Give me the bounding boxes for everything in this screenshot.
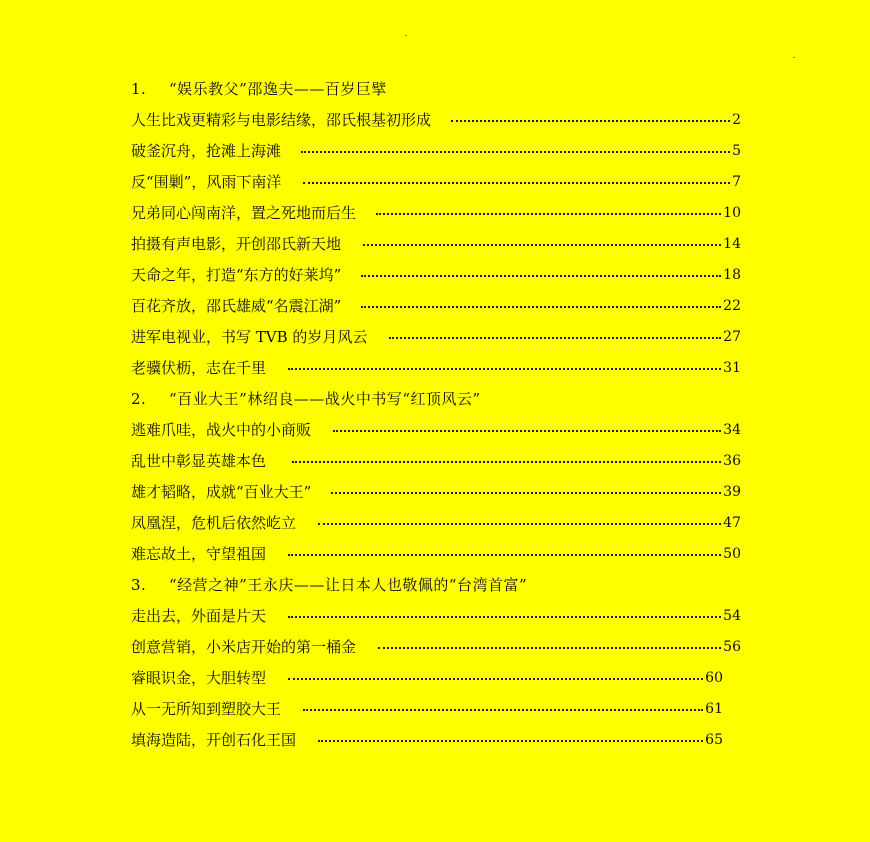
toc-page-number: 27 xyxy=(723,328,741,345)
toc-page-number: 18 xyxy=(723,266,741,283)
toc-entry-title: 雄才韬略，成就“百业大王” xyxy=(131,483,312,501)
toc-entry-title: 逃难爪哇，战火中的小商贩 xyxy=(131,421,312,439)
toc-page-number: 56 xyxy=(723,638,741,655)
toc-page-number: 10 xyxy=(723,204,741,221)
toc-entry-title: 睿眼识金，大胆转型 xyxy=(131,669,267,687)
toc-page-number: 7 xyxy=(732,173,741,190)
toc-entry-title: 难忘故土，守望祖国 xyxy=(131,545,267,563)
chapter-number: 1. xyxy=(131,79,147,98)
toc-entry-title: 反“围剿”，风雨下南洋 xyxy=(131,173,282,191)
toc-entry xyxy=(131,290,741,321)
toc-chapter-1 xyxy=(131,73,741,104)
toc-entry xyxy=(131,693,723,724)
leader-dots xyxy=(288,678,703,680)
toc-entry-title: 老骥伏枥，志在千里 xyxy=(131,359,267,377)
chapter-title: “娱乐教父”邵逸夫——百岁巨擘 xyxy=(169,80,387,98)
toc-page-number: 61 xyxy=(705,700,723,717)
scan-speck xyxy=(405,35,407,36)
toc-entry xyxy=(131,352,741,383)
toc-page-number: 31 xyxy=(723,359,741,376)
toc-entry-title: 人生比戏更精彩与电影结缘，邵氏根基初形成 xyxy=(131,111,432,129)
toc-page-number: 5 xyxy=(732,142,741,159)
toc-entry-title: 凤凰涅，危机后依然屹立 xyxy=(131,514,297,532)
leader-dots xyxy=(288,368,721,370)
toc-page-number: 34 xyxy=(723,421,741,438)
toc-entry xyxy=(131,228,741,259)
leader-dots xyxy=(389,337,721,339)
toc-entry xyxy=(131,445,741,476)
toc-entry xyxy=(131,507,741,538)
leader-dots xyxy=(451,120,730,122)
leader-dots xyxy=(361,275,721,277)
table-of-contents xyxy=(131,73,741,755)
leader-dots xyxy=(331,492,721,494)
leader-dots xyxy=(303,182,730,184)
toc-entry xyxy=(131,476,741,507)
toc-entry xyxy=(131,724,723,755)
toc-entry xyxy=(131,600,741,631)
toc-page-number: 2 xyxy=(732,111,741,128)
toc-entry xyxy=(131,414,741,445)
toc-entry xyxy=(131,538,741,569)
toc-entry xyxy=(131,321,741,352)
leader-dots xyxy=(378,647,721,649)
chapter-title: “经营之神”王永庆——让日本人也敬佩的“台湾首富” xyxy=(169,576,528,594)
chapter-title: “百业大王”林绍良——战火中书写“红顶风云” xyxy=(169,390,481,408)
leader-dots xyxy=(361,306,721,308)
toc-page-number: 14 xyxy=(723,235,741,252)
toc-entry-title: 从一无所知到塑胶大王 xyxy=(131,700,282,718)
toc-entry-title: 兄弟同心闯南洋，置之死地而后生 xyxy=(131,204,357,222)
leader-dots xyxy=(333,430,721,432)
toc-chapter-2 xyxy=(131,383,741,414)
toc-chapter-3 xyxy=(131,569,741,600)
toc-entry-title: 进军电视业，书写 TVB 的岁月风云 xyxy=(131,328,368,346)
toc-entry xyxy=(131,166,741,197)
leader-dots xyxy=(292,461,721,463)
leader-dots xyxy=(301,151,730,153)
toc-page-number: 60 xyxy=(705,669,723,686)
toc-page-number: 50 xyxy=(723,545,741,562)
scan-speck xyxy=(793,57,795,58)
leader-dots xyxy=(363,244,721,246)
toc-entry xyxy=(131,104,741,135)
toc-entry-title: 走出去，外面是片天 xyxy=(131,607,267,625)
toc-page-number: 36 xyxy=(723,452,741,469)
leader-dots xyxy=(288,554,721,556)
toc-page-number: 47 xyxy=(723,514,741,531)
toc-page-number: 22 xyxy=(723,297,741,314)
chapter-number: 2. xyxy=(131,389,147,408)
toc-entry-title: 创意营销，小米店开始的第一桶金 xyxy=(131,638,357,656)
leader-dots xyxy=(318,523,721,525)
toc-entry xyxy=(131,197,741,228)
leader-dots xyxy=(318,740,703,742)
chapter-number: 3. xyxy=(131,575,147,594)
leader-dots xyxy=(288,616,721,618)
leader-dots xyxy=(376,213,721,215)
toc-entry-title: 填海造陆，开创石化王国 xyxy=(131,731,297,749)
toc-entry-title: 破釜沉舟，抢滩上海滩 xyxy=(131,142,282,160)
toc-entry xyxy=(131,259,741,290)
toc-page-number: 39 xyxy=(723,483,741,500)
toc-entry xyxy=(131,631,741,662)
toc-entry-title: 百花齐放，邵氏雄威“名震江湖” xyxy=(131,297,342,315)
toc-entry xyxy=(131,662,723,693)
toc-entry-title: 乱世中彰显英雄本色 xyxy=(131,452,267,470)
leader-dots xyxy=(303,709,703,711)
toc-page-number: 65 xyxy=(705,731,723,748)
toc-entry xyxy=(131,135,741,166)
toc-entry-title: 拍摄有声电影，开创邵氏新天地 xyxy=(131,235,342,253)
toc-entry-title: 天命之年，打造“东方的好莱坞” xyxy=(131,266,342,284)
toc-page-number: 54 xyxy=(723,607,741,624)
